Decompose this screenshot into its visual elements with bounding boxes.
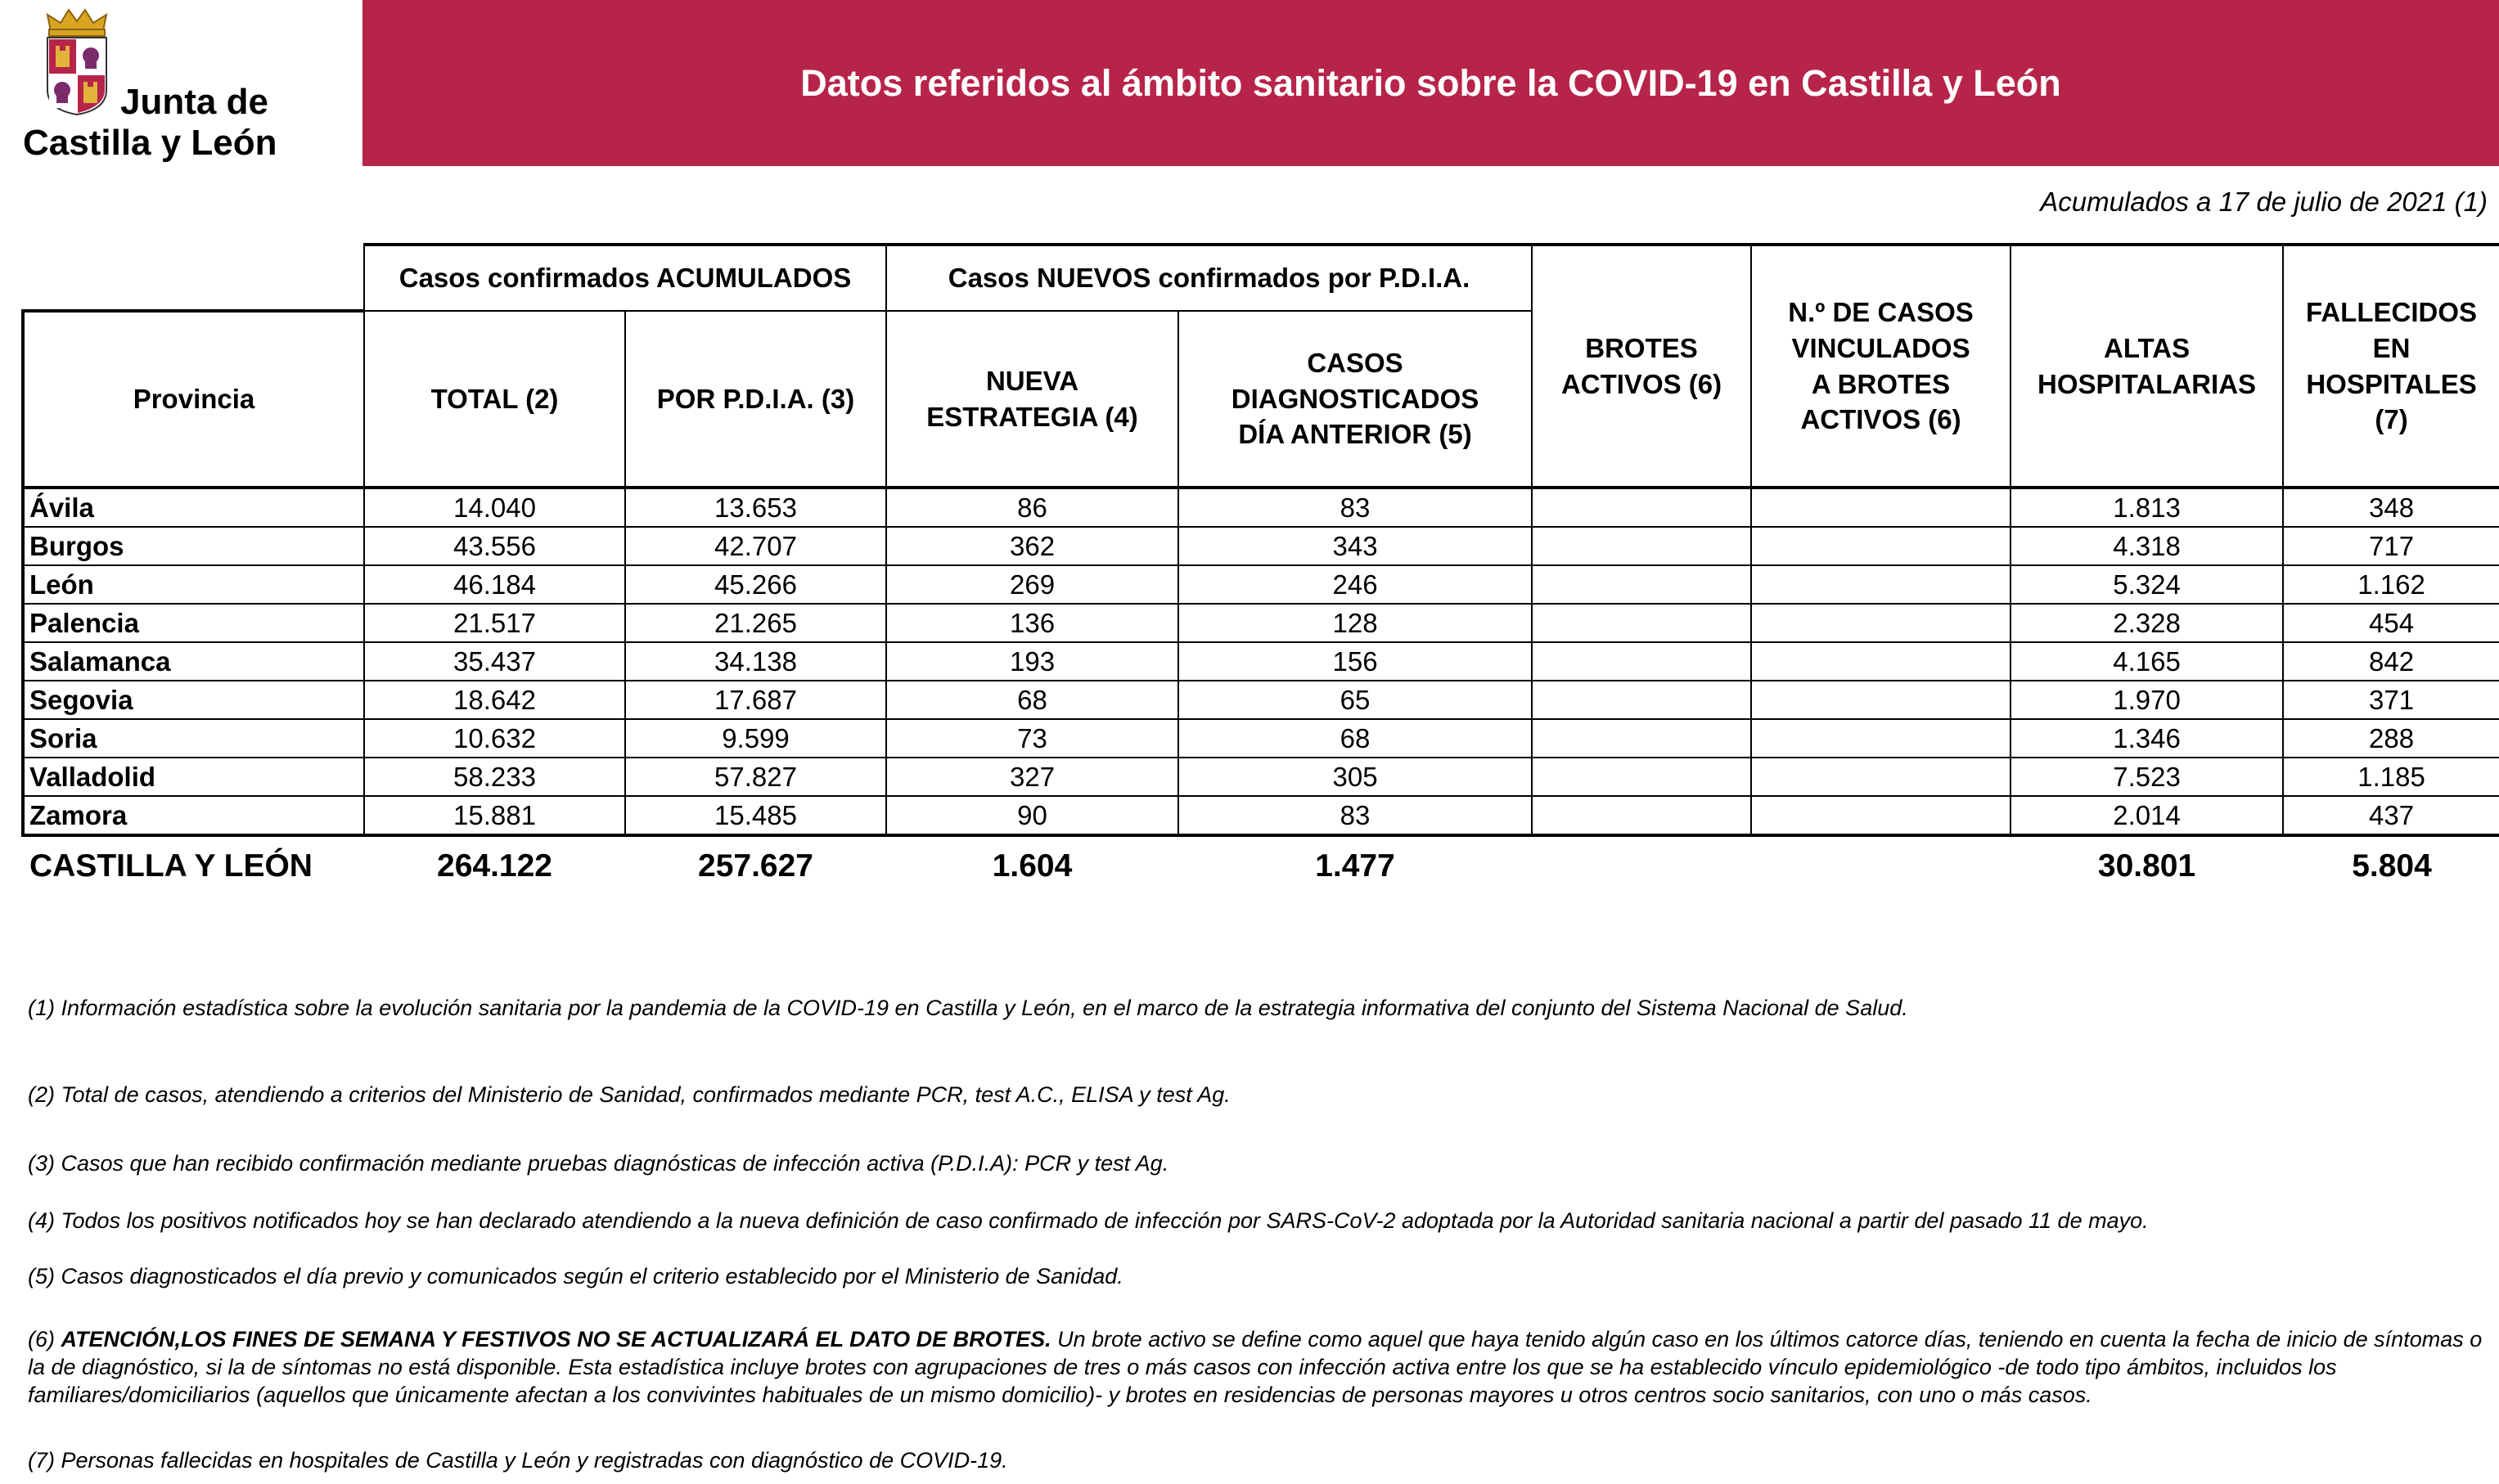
cell-anterior: 246	[1178, 565, 1532, 604]
cell-anterior: 305	[1178, 758, 1532, 796]
cell-brotes	[1532, 565, 1751, 604]
cell-brotes	[1532, 796, 1751, 835]
page-title: Datos referidos al ámbito sanitario sobre la COVID-19 en Castilla y León	[800, 61, 2061, 104]
cell-nueva: 73	[886, 719, 1178, 758]
col-header-brotes-line1: BROTES	[1585, 332, 1698, 363]
cell-altas: 1.970	[2010, 681, 2283, 719]
cell-vinculados	[1751, 681, 2010, 719]
empty-corner	[23, 245, 364, 311]
col-header-brotes-line2: ACTIVOS (6)	[1560, 368, 1722, 399]
table-row	[23, 796, 2499, 835]
cell-nueva: 269	[886, 565, 1178, 604]
total-anterior: 1.477	[1315, 848, 1395, 884]
cell-anterior: 68	[1178, 719, 1532, 758]
group-header-acumulados: Casos confirmados ACUMULADOS	[364, 245, 886, 311]
total-provincia: CASTILLA Y LEÓN	[29, 848, 313, 884]
cell-provincia: Zamora	[23, 796, 364, 835]
col-header-vinculados-line4: ACTIVOS (6)	[1800, 404, 1961, 435]
col-header-vinculados-line2: VINCULADOS	[1791, 332, 1970, 363]
cell-nueva: 327	[886, 758, 1178, 796]
cell-anterior: 156	[1178, 642, 1532, 681]
cell-nueva: 362	[886, 527, 1178, 565]
total-vinculados	[1751, 835, 2010, 893]
cell-total: 46.184	[364, 565, 625, 604]
cell-fallecidos: 842	[2283, 642, 2499, 681]
cell-provincia: León	[23, 565, 364, 604]
table-row	[23, 681, 2499, 719]
cell-vinculados	[1751, 796, 2010, 835]
cell-provincia: Soria	[23, 719, 364, 758]
col-header-vinculados-line1: N.º DE CASOS	[1788, 296, 1974, 327]
cell-total: 21.517	[364, 604, 625, 642]
col-header-vinculados	[1751, 245, 2010, 488]
cell-altas: 5.324	[2010, 565, 2283, 604]
date-line: Acumulados a 17 de julio de 2021 (1)	[2040, 187, 2488, 217]
col-header-nueva-line2: ESTRATEGIA (4)	[926, 401, 1138, 432]
coat-of-arms-icon	[36, 8, 118, 116]
footnote-6	[28, 1325, 2483, 1409]
col-header-pdia: POR P.D.I.A. (3)	[625, 311, 886, 488]
table-row	[23, 719, 2499, 758]
cell-brotes	[1532, 758, 1751, 796]
cell-fallecidos: 348	[2283, 488, 2499, 527]
footnote-3: (3) Casos que han recibido confirmación mediante pruebas diagnósticas de infección activa (P.D.I.A): PCR y test Ag.	[28, 1151, 1169, 1176]
col-header-brotes	[1532, 245, 1751, 488]
cell-vinculados	[1751, 642, 2010, 681]
cell-brotes	[1532, 604, 1751, 642]
col-header-dia-anterior	[1178, 311, 1532, 488]
cell-vinculados	[1751, 527, 2010, 565]
cell-vinculados	[1751, 758, 2010, 796]
table-row	[23, 527, 2499, 565]
total-brotes	[1532, 835, 1751, 893]
cell-fallecidos: 1.162	[2283, 565, 2499, 604]
cell-altas: 1.813	[2010, 488, 2283, 527]
cell-provincia: Segovia	[23, 681, 364, 719]
cell-total: 10.632	[364, 719, 625, 758]
cell-total: 35.437	[364, 642, 625, 681]
footnote-6-text: Un brote activo se define como aquel que haya tenido algún caso en los últimos catorce días, teniendo en cuenta la fecha de inicio de síntomas o la de diagnóstico, si la de síntomas no está disponible. Esta estadística incluye brotes con agrupaciones de tres o más casos con infección activa entre los que se ha establecido vínculo epidemiológico -de todo tipo ámbitos, incluidos los familiares/domiciliarios (aquellos que únicamente afectan a los convivintes habituales de un mismo domicilio)- y brotes en residencias de personas mayores u otros centros socio sanitarios, con uno o más casos.	[28, 1327, 2483, 1407]
cell-vinculados	[1751, 604, 2010, 642]
col-header-altas	[2010, 245, 2283, 488]
col-header-nueva-line1: NUEVA	[985, 365, 1079, 396]
cell-pdia: 42.707	[625, 527, 886, 565]
cell-altas: 2.328	[2010, 604, 2283, 642]
col-header-total: TOTAL (2)	[364, 311, 625, 488]
cell-pdia: 21.265	[625, 604, 886, 642]
cell-fallecidos: 717	[2283, 527, 2499, 565]
cell-vinculados	[1751, 565, 2010, 604]
cell-provincia: Valladolid	[23, 758, 364, 796]
cell-total: 58.233	[364, 758, 625, 796]
cell-pdia: 17.687	[625, 681, 886, 719]
footnote-2: (2) Total de casos, atendiendo a criterios del Ministerio de Sanidad, confirmados mediante PCR, test A.C., ELISA y test Ag.	[28, 1082, 1231, 1107]
cell-pdia: 45.266	[625, 565, 886, 604]
cell-altas: 4.318	[2010, 527, 2283, 565]
cell-brotes	[1532, 719, 1751, 758]
cell-altas: 2.014	[2010, 796, 2283, 835]
total-nueva: 1.604	[992, 848, 1073, 884]
covid-data-table	[21, 243, 2499, 893]
cell-brotes	[1532, 488, 1751, 527]
table-row	[23, 604, 2499, 642]
logo	[18, 8, 362, 164]
col-header-anterior-line3: DÍA ANTERIOR (5)	[1238, 419, 1472, 450]
logo-text-line2: Castilla y León	[23, 123, 277, 163]
col-header-provincia: Provincia	[23, 311, 364, 488]
footnote-1: (1) Información estadística sobre la evolución sanitaria por la pandemia de la COVID-19 en Castilla y León, en el marco de la estrategia informativa del conjunto del Sistema Nacional de Salud.	[28, 996, 1908, 1020]
cell-pdia: 13.653	[625, 488, 886, 527]
cell-brotes	[1532, 642, 1751, 681]
cell-nueva: 68	[886, 681, 1178, 719]
cell-pdia: 9.599	[625, 719, 886, 758]
cell-fallecidos: 288	[2283, 719, 2499, 758]
table-row	[23, 488, 2499, 527]
cell-fallecidos: 454	[2283, 604, 2499, 642]
table-row	[23, 565, 2499, 604]
cell-provincia: Palencia	[23, 604, 364, 642]
cell-altas: 1.346	[2010, 719, 2283, 758]
cell-anterior: 83	[1178, 796, 1532, 835]
col-header-fallecidos	[2283, 245, 2499, 488]
cell-anterior: 343	[1178, 527, 1532, 565]
cell-provincia: Salamanca	[23, 642, 364, 681]
cell-total: 15.881	[364, 796, 625, 835]
table-row	[23, 758, 2499, 796]
col-header-vinculados-line3: A BROTES	[1811, 368, 1951, 399]
col-header-fallecidos-line1: FALLECIDOS	[2306, 296, 2478, 327]
cell-altas: 7.523	[2010, 758, 2283, 796]
total-altas: 30.801	[2097, 848, 2196, 884]
col-header-anterior-line2: DIAGNOSTICADOS	[1231, 383, 1479, 414]
cell-nueva: 193	[886, 642, 1178, 681]
totals-row	[23, 835, 2499, 893]
cell-total: 18.642	[364, 681, 625, 719]
footnote-6-warning: ATENCIÓN,LOS FINES DE SEMANA Y FESTIVOS NO SE ACTUALIZARÁ EL DATO DE BROTES.	[61, 1327, 1051, 1351]
cell-fallecidos: 437	[2283, 796, 2499, 835]
cell-anterior: 128	[1178, 604, 1532, 642]
col-header-altas-line1: ALTAS	[2103, 332, 2191, 363]
cell-vinculados	[1751, 488, 2010, 527]
footnote-4: (4) Todos los positivos notificados hoy se han declarado atendiendo a la nueva definición de caso confirmado de infección por SARS-CoV-2 adoptada por la Autoridad sanitaria nacional a partir del pasado 11 de mayo.	[28, 1208, 2149, 1233]
logo-text-line1: Junta de	[120, 82, 268, 122]
table-row	[23, 642, 2499, 681]
cell-brotes	[1532, 527, 1751, 565]
cell-anterior: 65	[1178, 681, 1532, 719]
cell-total: 43.556	[364, 527, 625, 565]
cell-total: 14.040	[364, 488, 625, 527]
cell-anterior: 83	[1178, 488, 1532, 527]
cell-pdia: 57.827	[625, 758, 886, 796]
cell-pdia: 15.485	[625, 796, 886, 835]
col-header-fallecidos-line2: EN	[2372, 332, 2411, 363]
total-fallecidos: 5.804	[2352, 848, 2432, 884]
footnote-7: (7) Personas fallecidas en hospitales de Castilla y León y registradas con diagnóstico de COVID-19.	[28, 1448, 1008, 1473]
cell-altas: 4.165	[2010, 642, 2283, 681]
group-header-nuevos: Casos NUEVOS confirmados por P.D.I.A.	[886, 245, 1532, 311]
footnote-5: (5) Casos diagnosticados el día previo y comunicados según el criterio establecido por el Ministerio de Sanidad.	[28, 1264, 1123, 1288]
total-pdia: 257.627	[698, 848, 813, 884]
col-header-fallecidos-line4: (7)	[2375, 404, 2408, 435]
cell-pdia: 34.138	[625, 642, 886, 681]
cell-nueva: 136	[886, 604, 1178, 642]
col-header-nueva-estrategia	[886, 311, 1178, 488]
cell-fallecidos: 1.185	[2283, 758, 2499, 796]
cell-nueva: 90	[886, 796, 1178, 835]
header-bar	[362, 0, 2499, 166]
cell-provincia: Burgos	[23, 527, 364, 565]
cell-fallecidos: 371	[2283, 681, 2499, 719]
cell-nueva: 86	[886, 488, 1178, 527]
total-total: 264.122	[437, 848, 552, 884]
footnote-6-prefix: (6)	[28, 1327, 55, 1351]
cell-vinculados	[1751, 719, 2010, 758]
cell-provincia: Ávila	[23, 488, 364, 527]
col-header-fallecidos-line3: HOSPITALES	[2306, 368, 2477, 399]
col-header-anterior-line1: CASOS	[1307, 347, 1403, 378]
cell-brotes	[1532, 681, 1751, 719]
col-header-altas-line2: HOSPITALARIAS	[2037, 368, 2257, 399]
